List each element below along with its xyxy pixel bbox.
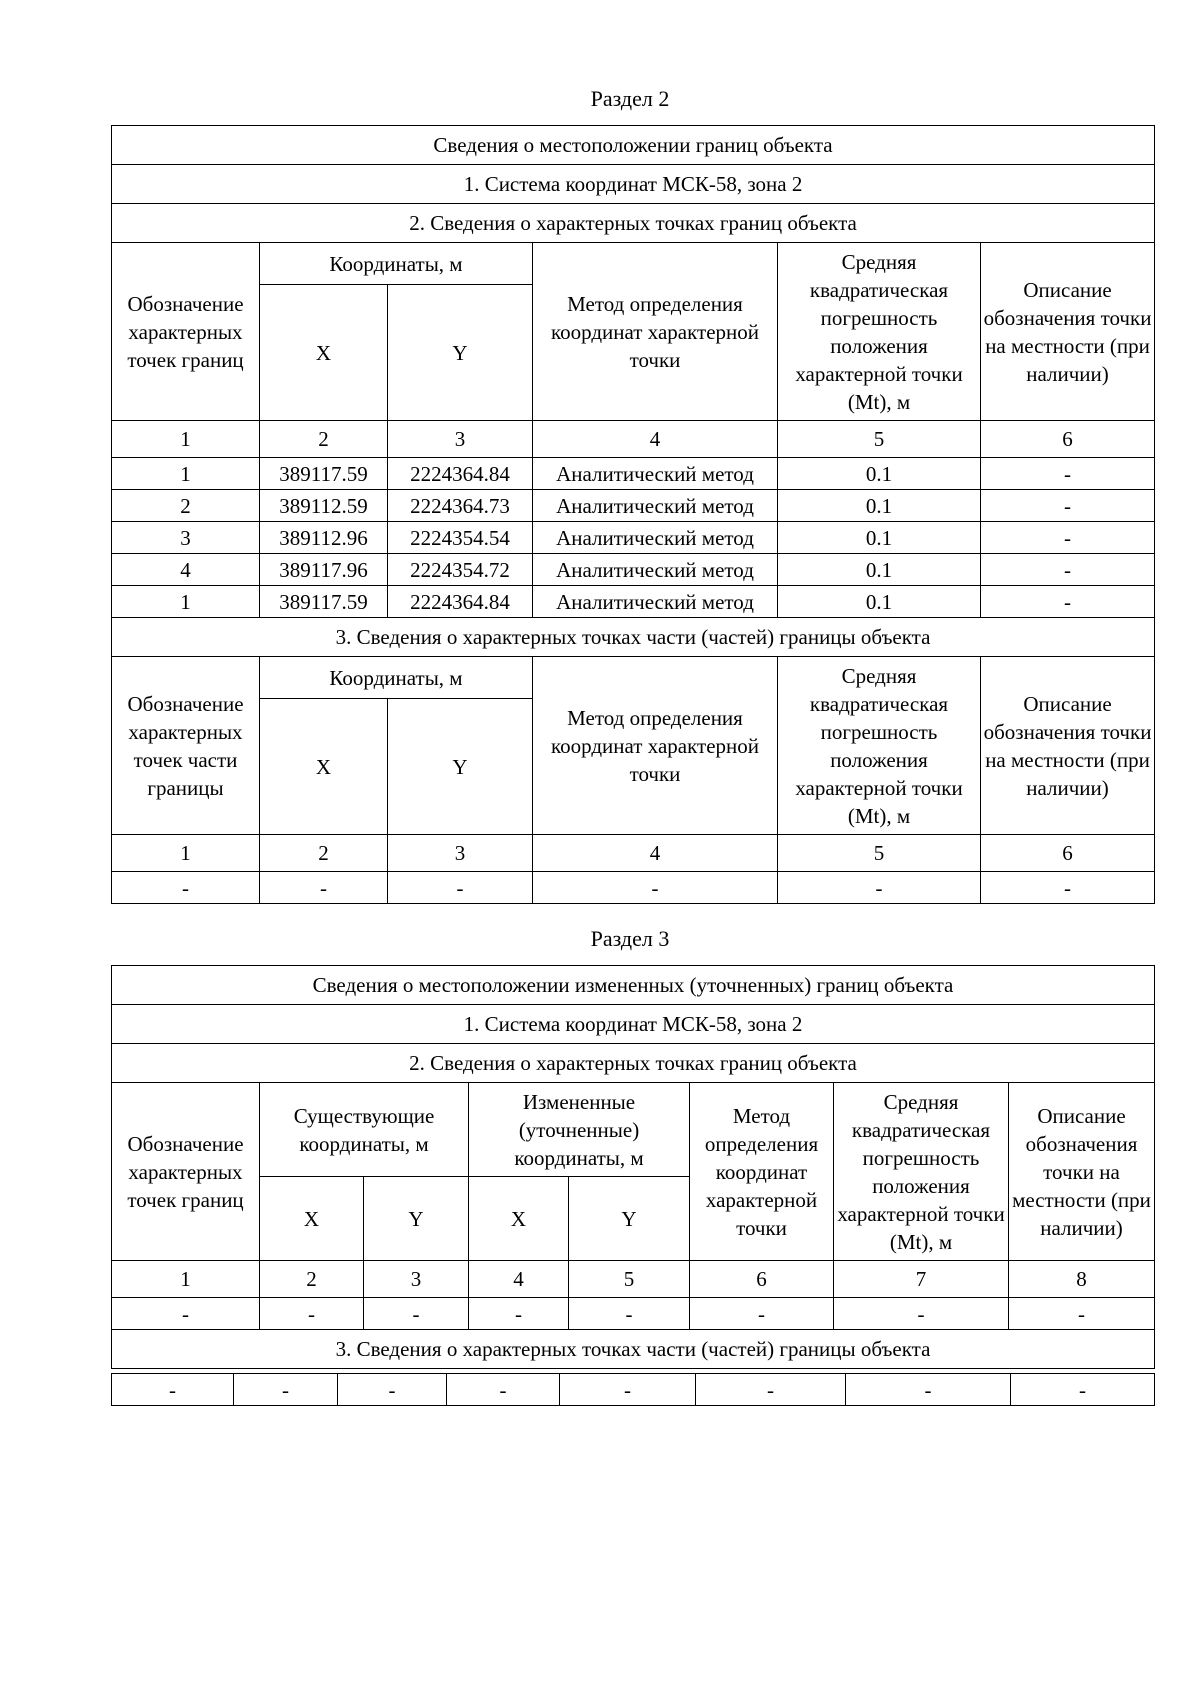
table-row [112, 490, 1155, 522]
col-designation: Обозначение характерных точек части границы [112, 657, 260, 835]
col-x: X [260, 1177, 364, 1261]
table-row [112, 1298, 1155, 1330]
col-description: Описание обозначения точки на местности (при наличии) [1009, 1083, 1155, 1261]
col-method: Метод определения координат характерной точки [533, 657, 778, 835]
col-number: 4 [533, 835, 778, 872]
point-y: 2224364.84 [388, 586, 533, 618]
table-cell: - [560, 1374, 696, 1406]
table-row [112, 554, 1155, 586]
table-cell: - [112, 872, 260, 904]
col-designation: Обозначение характерных точек границ [112, 1083, 260, 1261]
table-row [112, 586, 1155, 618]
point-error: 0.1 [778, 586, 981, 618]
col-x: X [260, 699, 388, 835]
section-3-title: Раздел 3 [590, 926, 670, 951]
point-method: Аналитический метод [533, 554, 778, 586]
col-number: 3 [388, 421, 533, 458]
col-existing-coords: Существующие координаты, м [260, 1083, 469, 1177]
col-number: 6 [690, 1261, 834, 1298]
col-number: 6 [981, 421, 1155, 458]
col-number: 2 [260, 1261, 364, 1298]
section-3-header: Сведения о местоположении измененных (уточненных) границ объекта [112, 966, 1155, 1005]
section-3-part-table [111, 1373, 1155, 1406]
col-coords: Координаты, м [260, 243, 533, 285]
col-method: Метод определения координат характерной точки [533, 243, 778, 421]
table-cell: - [846, 1374, 1011, 1406]
col-number: 5 [778, 835, 981, 872]
table-cell: - [388, 872, 533, 904]
col-y: Y [569, 1177, 690, 1261]
point-x: 389112.96 [260, 522, 388, 554]
table-cell: - [260, 1298, 364, 1330]
col-description: Описание обозначения точки на местности (при наличии) [981, 657, 1155, 835]
table-cell: - [834, 1298, 1009, 1330]
col-number: 5 [569, 1261, 690, 1298]
point-method: Аналитический метод [533, 490, 778, 522]
col-y: Y [388, 285, 533, 421]
table-row [112, 522, 1155, 554]
point-method: Аналитический метод [533, 586, 778, 618]
col-number: 4 [469, 1261, 569, 1298]
part-points-title: 3. Сведения о характерных точках части (частей) границы объекта [112, 618, 1155, 657]
col-designation: Обозначение характерных точек границ [112, 243, 260, 421]
point-description: - [981, 458, 1155, 490]
point-y: 2224364.84 [388, 458, 533, 490]
point-error: 0.1 [778, 522, 981, 554]
col-number: 7 [834, 1261, 1009, 1298]
table-cell: - [338, 1374, 447, 1406]
table-cell: - [364, 1298, 469, 1330]
point-description: - [981, 586, 1155, 618]
table-cell: - [260, 872, 388, 904]
col-error: Средняя квадратическая погрешность положения характерной точки (Mt), м [778, 657, 981, 835]
col-number: 2 [260, 835, 388, 872]
table-row [112, 872, 1155, 904]
col-y: Y [388, 699, 533, 835]
coordinate-system: 1. Система координат МСК-58, зона 2 [112, 1005, 1155, 1044]
col-x: X [469, 1177, 569, 1261]
table-cell: - [690, 1298, 834, 1330]
point-y: 2224354.54 [388, 522, 533, 554]
point-id: 1 [112, 586, 260, 618]
col-y: Y [364, 1177, 469, 1261]
point-y: 2224354.72 [388, 554, 533, 586]
part-points-title: 3. Сведения о характерных точках части (частей) границы объекта [112, 1330, 1155, 1369]
section-2-title: Раздел 2 [590, 86, 670, 111]
table-cell: - [112, 1298, 260, 1330]
col-error: Средняя квадратическая погрешность положения характерной точки (Mt), м [834, 1083, 1009, 1261]
col-number: 8 [1009, 1261, 1155, 1298]
point-x: 389117.59 [260, 586, 388, 618]
point-id: 3 [112, 522, 260, 554]
point-y: 2224364.73 [388, 490, 533, 522]
point-description: - [981, 554, 1155, 586]
col-x: X [260, 285, 388, 421]
table-cell: - [234, 1374, 338, 1406]
col-number: 1 [112, 835, 260, 872]
col-changed-coords: Измененные (уточненные) координаты, м [469, 1083, 690, 1177]
col-number: 6 [981, 835, 1155, 872]
point-error: 0.1 [778, 458, 981, 490]
col-number: 3 [364, 1261, 469, 1298]
col-error: Средняя квадратическая погрешность положения характерной точки (Mt), м [778, 243, 981, 421]
point-method: Аналитический метод [533, 458, 778, 490]
point-id: 1 [112, 458, 260, 490]
table-cell: - [778, 872, 981, 904]
table-row [112, 458, 1155, 490]
col-method: Метод определения координат характерной точки [690, 1083, 834, 1261]
table-cell: - [696, 1374, 846, 1406]
coordinate-system: 1. Система координат МСК-58, зона 2 [112, 165, 1155, 204]
points-title: 2. Сведения о характерных точках границ объекта [112, 204, 1155, 243]
col-description: Описание обозначения точки на местности (при наличии) [981, 243, 1155, 421]
table-cell: - [447, 1374, 560, 1406]
point-error: 0.1 [778, 554, 981, 586]
col-number: 1 [112, 1261, 260, 1298]
table-cell: - [112, 1374, 234, 1406]
col-coords: Координаты, м [260, 657, 533, 699]
table-row [112, 1374, 1155, 1406]
table-cell: - [1011, 1374, 1155, 1406]
section-3-table [111, 965, 1155, 1369]
point-method: Аналитический метод [533, 522, 778, 554]
point-x: 389117.96 [260, 554, 388, 586]
col-number: 1 [112, 421, 260, 458]
point-error: 0.1 [778, 490, 981, 522]
col-number: 3 [388, 835, 533, 872]
section-2-header: Сведения о местоположении границ объекта [112, 126, 1155, 165]
points-title: 2. Сведения о характерных точках границ объекта [112, 1044, 1155, 1083]
point-x: 389117.59 [260, 458, 388, 490]
point-id: 2 [112, 490, 260, 522]
col-number: 5 [778, 421, 981, 458]
table-cell: - [981, 872, 1155, 904]
table-cell: - [469, 1298, 569, 1330]
table-cell: - [1009, 1298, 1155, 1330]
point-x: 389112.59 [260, 490, 388, 522]
section-2-table [111, 125, 1155, 904]
point-description: - [981, 522, 1155, 554]
table-cell: - [533, 872, 778, 904]
col-number: 4 [533, 421, 778, 458]
point-description: - [981, 490, 1155, 522]
col-number: 2 [260, 421, 388, 458]
point-id: 4 [112, 554, 260, 586]
table-cell: - [569, 1298, 690, 1330]
